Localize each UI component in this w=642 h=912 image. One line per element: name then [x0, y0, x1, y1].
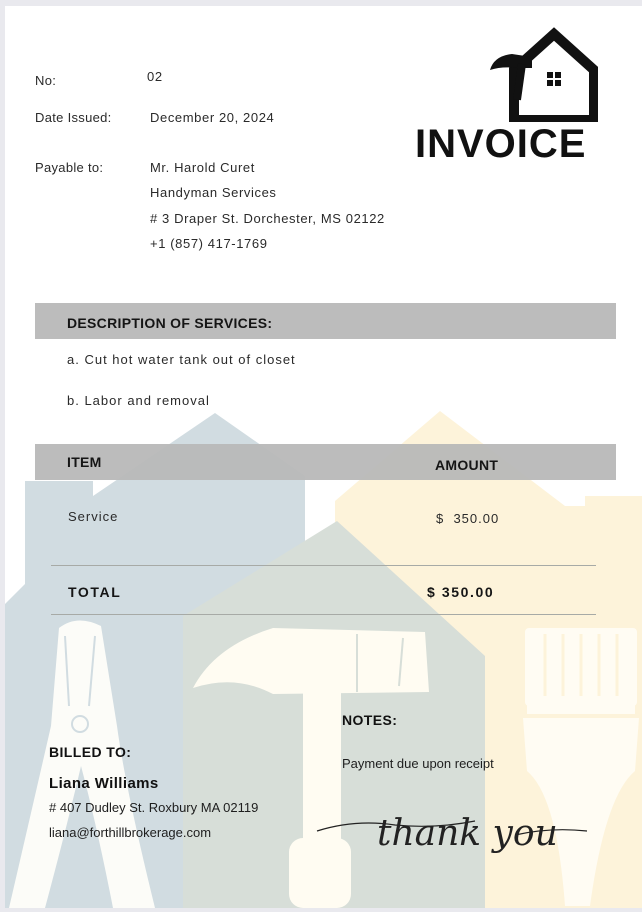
payable-line-company: Handyman Services: [150, 185, 277, 200]
date-issued-value: December 20, 2024: [150, 110, 275, 125]
notes-header: NOTES:: [342, 712, 398, 728]
invoice-number-value: 02: [147, 69, 163, 84]
thank-you-signature: [315, 791, 595, 871]
item-column-header: ITEM: [67, 454, 102, 470]
house-hammer-logo-icon: [488, 26, 598, 122]
notes-text: Payment due upon receipt: [342, 756, 494, 771]
payable-line-phone: +1 (857) 417-1769: [150, 236, 268, 251]
table-row-item: Service: [68, 509, 119, 524]
services-header: DESCRIPTION OF SERVICES:: [67, 315, 273, 331]
payable-line-name: Mr. Harold Curet: [150, 160, 255, 175]
total-label: TOTAL: [68, 584, 122, 600]
service-item-b: b. Labor and removal: [67, 393, 210, 408]
invoice-title: INVOICE: [415, 122, 587, 166]
invoice-number-label: No:: [35, 73, 57, 88]
table-header-bar: [35, 444, 616, 480]
table-divider-top: [51, 565, 596, 566]
table-divider-bottom: [51, 614, 596, 615]
billed-to-name: Liana Williams: [49, 775, 159, 792]
date-issued-label: Date Issued:: [35, 110, 112, 125]
billed-to-header: BILLED TO:: [49, 744, 132, 760]
total-value: $ 350.00: [427, 584, 495, 600]
amount-column-header: AMOUNT: [435, 457, 499, 473]
billed-to-address: # 407 Dudley St. Roxbury MA 02119: [49, 800, 259, 815]
signature-text: thank you: [377, 813, 558, 854]
service-item-a: a. Cut hot water tank out of closet: [67, 352, 296, 367]
invoice-page: [5, 6, 642, 908]
payable-line-address: # 3 Draper St. Dorchester, MS 02122: [150, 211, 385, 226]
billed-to-email: liana@forthillbrokerage.com: [49, 825, 212, 840]
table-row-amount: $ 350.00: [436, 511, 500, 526]
payable-to-label: Payable to:: [35, 160, 104, 175]
